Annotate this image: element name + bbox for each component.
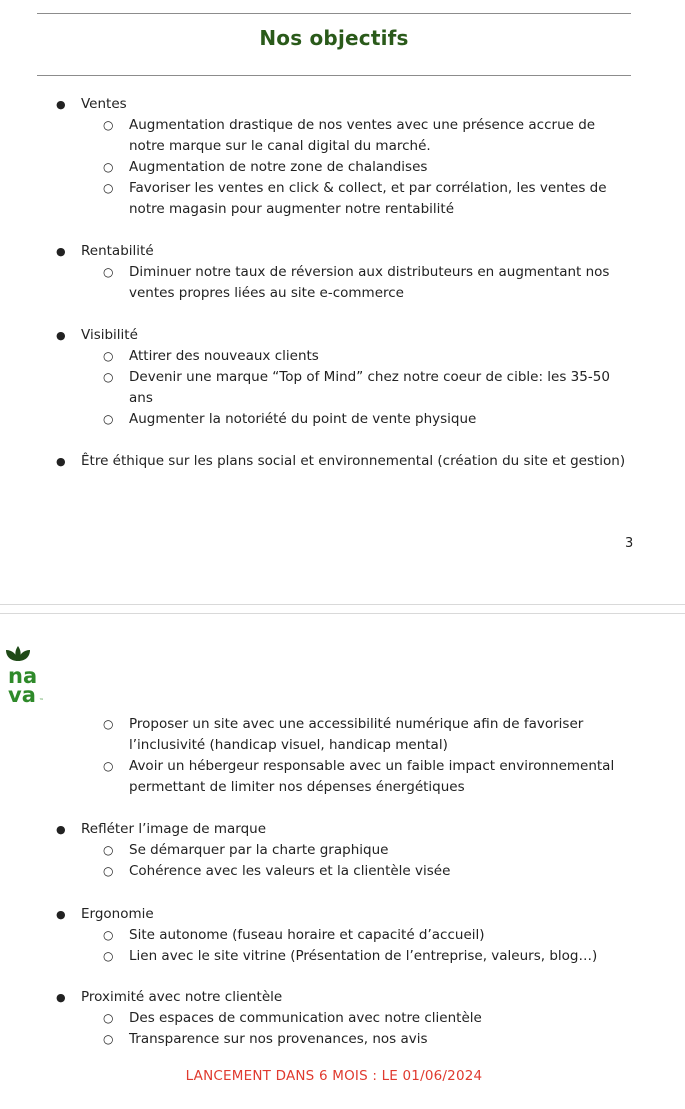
sub-bullet-icon: ○ — [103, 949, 114, 963]
section-image-de-marque — [0, 819, 685, 882]
continued-items — [0, 714, 685, 798]
sub-bullet-item — [0, 1008, 624, 1029]
sub-item-text: Cohérence avec les valeurs et la clientèle visée — [129, 863, 451, 879]
sub-bullet-item — [0, 346, 624, 367]
sub-item-text: Des espaces de communication avec notre clientèle — [129, 1010, 482, 1026]
bullet-item — [0, 987, 685, 1008]
sub-bullet-icon: ○ — [103, 843, 114, 857]
sub-bullet-item — [0, 946, 624, 967]
sub-item-text: Avoir un hébergeur responsable avec un faible impact environnemental permettant de limiter nos dépenses énergétiques — [129, 758, 615, 795]
section-label: Proximité avec notre clientèle — [81, 989, 283, 1005]
sub-bullet-item — [0, 925, 624, 946]
sub-item-text: Devenir une marque “Top of Mind” chez notre coeur de cible: les 35-50 ans — [129, 369, 610, 406]
sub-item-text: Diminuer notre taux de réversion aux distributeurs en augmentant nos ventes propres liées au site e-commerce — [129, 264, 610, 301]
section-label: Rentabilité — [81, 243, 154, 259]
sub-bullet-icon: ○ — [103, 928, 114, 942]
sub-bullet-item — [0, 756, 624, 798]
logo-text-bottom: va — [8, 683, 36, 706]
section-label: Refléter l’image de marque — [81, 821, 267, 837]
bullet-icon: ● — [56, 991, 66, 1004]
bullet-icon: ● — [56, 329, 66, 342]
bullet-item — [0, 904, 685, 925]
section-label: Ergonomie — [81, 906, 154, 922]
sub-item-text: Se démarquer par la charte graphique — [129, 842, 389, 858]
sub-item-text: Augmentation de notre zone de chalandises — [129, 159, 428, 175]
sub-bullet-item — [0, 115, 624, 157]
sub-bullet-icon: ○ — [103, 1011, 114, 1025]
section-ethique — [0, 451, 685, 472]
bullet-item — [0, 241, 685, 262]
bullet-icon: ● — [56, 98, 66, 111]
sub-bullet-item — [0, 157, 624, 178]
sub-bullet-icon: ○ — [103, 370, 114, 384]
bullet-icon: ● — [56, 245, 66, 258]
sub-item-text: Lien avec le site vitrine (Présentation de l’entreprise, valeurs, blog…) — [129, 948, 598, 964]
bullet-icon: ● — [56, 823, 66, 836]
bullet-item — [0, 451, 685, 472]
section-ergonomie — [0, 904, 685, 967]
section-proximite — [0, 987, 685, 1050]
launch-banner: LANCEMENT DANS 6 MOIS : LE 01/06/2024 — [185, 1068, 483, 1084]
document-page-4 — [0, 614, 685, 1109]
bullet-icon: ● — [56, 908, 66, 921]
sub-bullet-item — [0, 861, 624, 882]
sub-item-text: Augmentation drastique de nos ventes avec une présence accrue de notre marque sur le canal digital du marché. — [129, 117, 596, 154]
sub-item-text: Transparence sur nos provenances, nos avis — [129, 1031, 428, 1047]
bullet-item — [0, 819, 685, 840]
title-underline-rule — [37, 75, 631, 76]
logo-text-top: na — [8, 664, 38, 688]
bullet-icon: ● — [56, 455, 66, 468]
sub-bullet-item — [0, 714, 624, 756]
sub-bullet-item — [0, 262, 624, 304]
section-label: Visibilité — [81, 327, 138, 343]
section-visibilite — [0, 325, 685, 430]
sub-bullet-icon: ○ — [103, 118, 114, 132]
sub-bullet-icon: ○ — [103, 717, 114, 731]
sub-bullet-icon: ○ — [103, 349, 114, 363]
sub-bullet-icon: ○ — [103, 412, 114, 426]
section-label: Être éthique sur les plans social et environnemental (création du site et gestion) — [81, 453, 626, 469]
bullet-item — [0, 94, 685, 115]
sub-bullet-item — [0, 840, 624, 861]
logo-trademark: ™ — [39, 698, 44, 704]
sub-bullet-icon: ○ — [103, 1032, 114, 1046]
page-number: 3 — [625, 536, 634, 551]
sub-bullet-item — [0, 367, 624, 409]
sub-item-text: Proposer un site avec une accessibilité numérique afin de favoriser l’inclusivité (handicap visuel, handicap mental) — [129, 716, 584, 753]
page-gap — [0, 605, 685, 613]
sub-item-text: Favoriser les ventes en click & collect, et par corrélation, les ventes de notre magasin pour augmenter notre rentabilité — [129, 180, 607, 217]
sub-bullet-item — [0, 1029, 624, 1050]
bullet-item — [0, 325, 685, 346]
sub-bullet-icon: ○ — [103, 759, 114, 773]
sub-bullet-item — [0, 178, 624, 220]
nava-logo — [4, 646, 50, 706]
sub-bullet-icon: ○ — [103, 864, 114, 878]
sub-bullet-icon: ○ — [103, 181, 114, 195]
leaf-icon — [6, 646, 30, 661]
section-ventes — [0, 94, 685, 220]
sub-item-text: Augmenter la notoriété du point de vente physique — [129, 411, 477, 427]
sub-item-text: Site autonome (fuseau horaire et capacité d’accueil) — [129, 927, 485, 943]
section-label: Ventes — [81, 96, 127, 112]
sub-bullet-icon: ○ — [103, 265, 114, 279]
sub-bullet-icon: ○ — [103, 160, 114, 174]
page-title: Nos objectifs — [259, 26, 409, 50]
sub-bullet-item — [0, 409, 624, 430]
section-rentabilite — [0, 241, 685, 304]
top-rule — [37, 13, 631, 14]
sub-item-text: Attirer des nouveaux clients — [129, 348, 319, 364]
